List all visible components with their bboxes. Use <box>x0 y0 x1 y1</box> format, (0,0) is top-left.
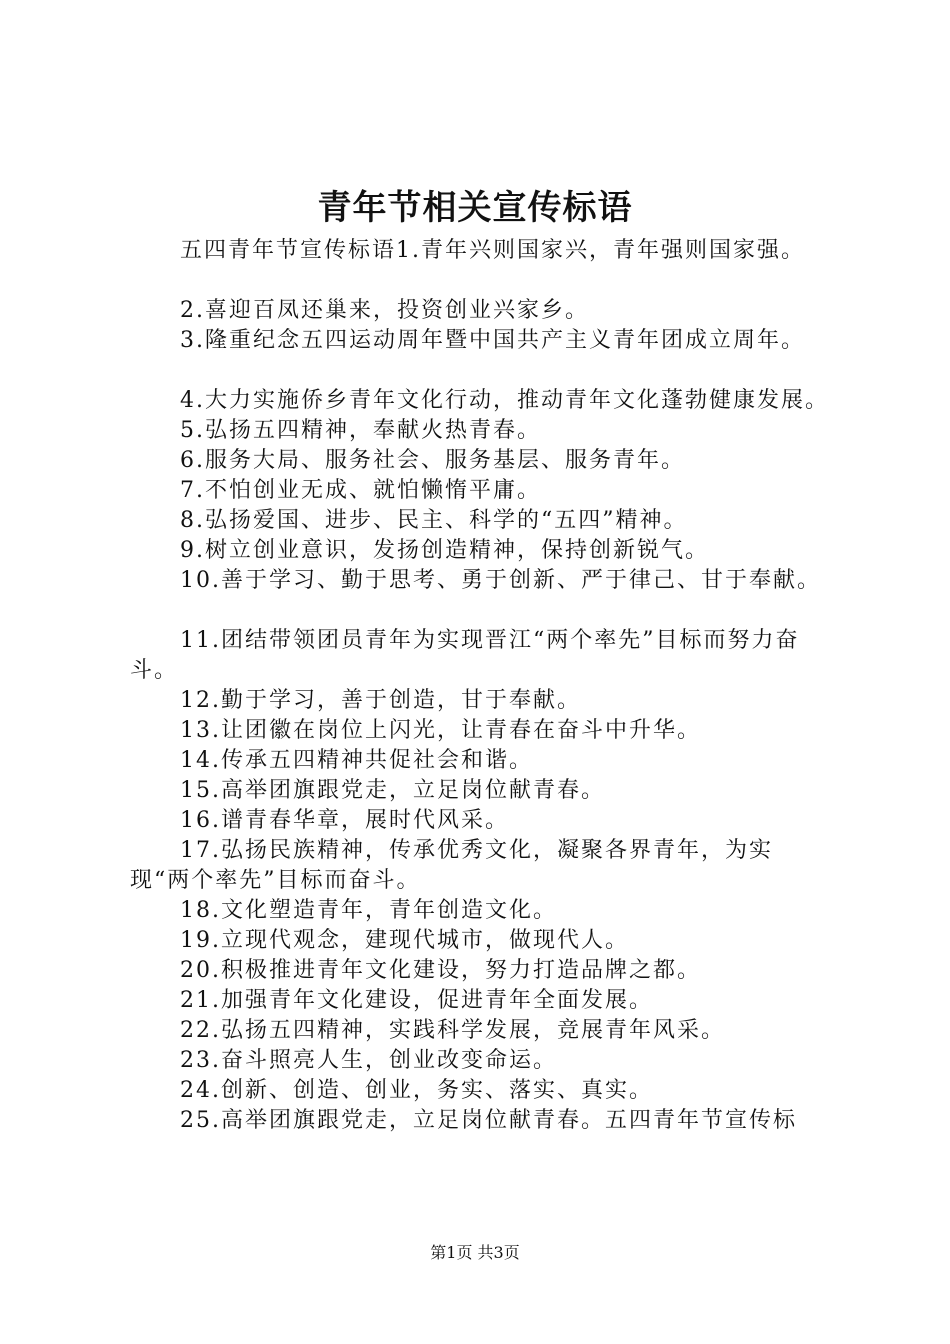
paragraph-22: 22.弘扬五四精神，实践科学发展，竞展青年风采。 <box>180 1018 725 1043</box>
paragraph-12: 12.勤于学习，善于创造，甘于奉献。 <box>180 688 581 713</box>
paragraph-9: 9.树立创业意识，发扬创造精神，保持创新锐气。 <box>180 538 709 563</box>
paragraph-8: 8.弘扬爱国、进步、民主、科学的“五四”精神。 <box>180 508 688 533</box>
paragraph-25: 25.高举团旗跟党走，立足岗位献青春。五四青年节宣传标 <box>180 1108 797 1133</box>
paragraph-10: 10.善于学习、勤于思考、勇于创新、严于律己、甘于奉献。 <box>180 568 821 593</box>
paragraph-20: 20.积极推进青年文化建设，努力打造品牌之都。 <box>180 958 701 983</box>
paragraph-14: 14.传承五四精神共促社会和谐。 <box>180 748 533 773</box>
paragraph-6: 6.服务大局、服务社会、服务基层、服务青年。 <box>180 448 685 473</box>
paragraph-16: 16.谱青春华章，展时代风采。 <box>180 808 509 833</box>
document-body <box>130 236 830 1136</box>
page-footer: 第1页 共3页 <box>430 1243 520 1262</box>
paragraph-17: 17.弘扬民族精神，传承优秀文化，凝聚各界青年，为实现“两个率先”目标而奋斗。 <box>130 838 773 893</box>
paragraph-13: 13.让团徽在岗位上闪光，让青春在奋斗中升华。 <box>180 718 701 743</box>
paragraph-1: 五四青年节宣传标语1.青年兴则国家兴，青年强则国家强。 <box>180 238 805 263</box>
paragraph-2: 2.喜迎百凤还巢来，投资创业兴家乡。 <box>180 298 589 323</box>
paragraph-24: 24.创新、创造、创业，务实、落实、真实。 <box>180 1078 653 1103</box>
paragraph-4: 4.大力实施侨乡青年文化行动，推动青年文化蓬勃健康发展。 <box>180 388 829 413</box>
paragraph-19: 19.立现代观念，建现代城市，做现代人。 <box>180 928 629 953</box>
paragraph-7: 7.不怕创业无成、就怕懒惰平庸。 <box>180 478 541 503</box>
document-title: 青年节相关宣传标语 <box>317 188 633 228</box>
paragraph-23: 23.奋斗照亮人生，创业改变命运。 <box>180 1048 557 1073</box>
paragraph-5: 5.弘扬五四精神，奉献火热青春。 <box>180 418 541 443</box>
paragraph-15: 15.高举团旗跟党走，立足岗位献青春。 <box>180 778 605 803</box>
paragraph-11: 11.团结带领团员青年为实现晋江“两个率先”目标而努力奋斗。 <box>130 628 800 683</box>
paragraph-21: 21.加强青年文化建设，促进青年全面发展。 <box>180 988 653 1013</box>
paragraph-18: 18.文化塑造青年，青年创造文化。 <box>180 898 557 923</box>
paragraph-3: 3.隆重纪念五四运动周年暨中国共产主义青年团成立周年。 <box>180 328 805 353</box>
